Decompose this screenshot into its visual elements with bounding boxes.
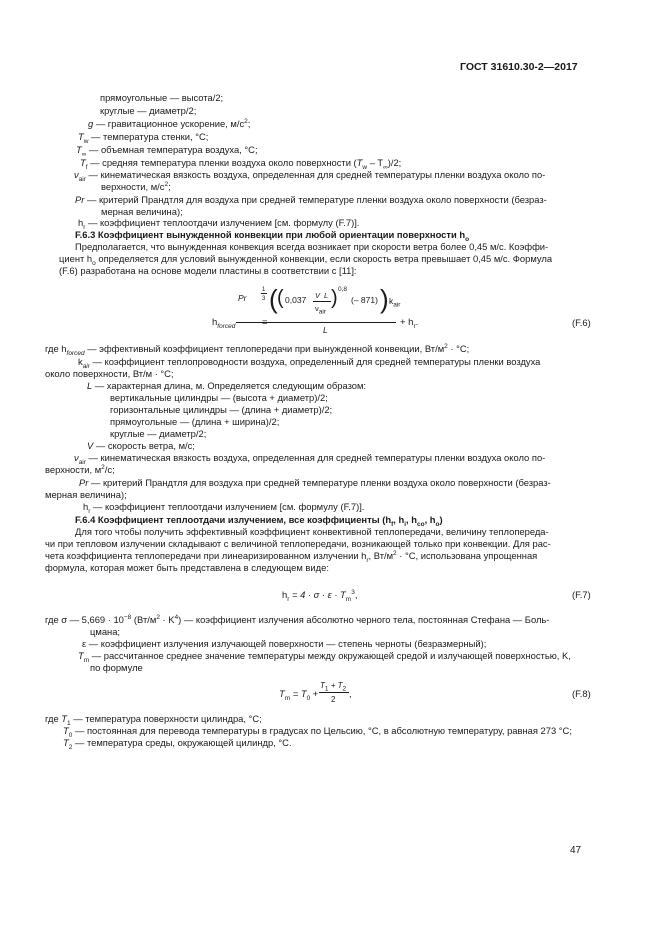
definition-tm-cont: по формуле — [90, 662, 143, 673]
definition-kair: $k_{air}$ — коэффициент теплопроводности воздуха, определенный для средней температуры пленки воздуха — [78, 356, 541, 370]
definition-tw: $T_w$ — температура стенки, °C; — [78, 131, 209, 145]
definition-hr: $h_r$ — коэффициент теплоотдачи излучением [см. формулу (F.7)]. — [78, 217, 360, 231]
list-item: круглые — диаметр/2; — [100, 105, 197, 116]
definition-t2: $T_2$ — температура среды, окружающей цилиндр, °C. — [63, 737, 292, 751]
definition-pr: Pr — критерий Прандтля для воздуха при средней температуре пленки воздуха около поверхности (безраз- — [75, 194, 547, 205]
definition-tm: $T_m$ — рассчитанное среднее значение температуры между окружающей средой и излучающей поверхностью, K, — [78, 650, 571, 664]
definition-t0: $T_0$ — постоянная для перевода температуры в градусах по Цельсию, °C, в абсолютную температуру, равная 273 °C; — [63, 725, 572, 739]
fraction-bar — [313, 301, 331, 302]
formula-f8-num: $T_1 + T_2$ — [320, 681, 347, 693]
big-paren-left: ( — [269, 284, 278, 314]
formula-plus: + $h_r$. — [400, 317, 419, 330]
definition-tf: $T_f$ — средняя температура пленки воздуха около поверхности $(T_w - T_\infty)/2$; — [80, 157, 402, 171]
definition-sigma: где σ — $5,669 \cdot 10^{-8}$ $(Вт/м^2 \cdot K^4)$ — коэффициент излучения абсолютно черного тела, постоянная Стефана — Боль- — [45, 613, 550, 625]
definition-epsilon: ε — коэффициент излучения излучающей поверхности — степень черноты (безразмерный); — [82, 638, 487, 649]
list-item: вертикальные цилиндры — (высота + диаметр)/2; — [110, 392, 328, 403]
definition-nu-cont: верхности, $м/с^2$; — [101, 180, 171, 192]
formula-label: (F.6) — [572, 317, 591, 328]
definition-pr-cont: мерная величина); — [101, 206, 183, 217]
formula-label: (F.7) — [572, 589, 591, 600]
formula-exp: 0,8 — [338, 286, 348, 293]
definition-sigma-cont: цмана; — [90, 626, 121, 637]
formula-pr-exp-num: 1 — [262, 287, 266, 293]
paragraph-line: чета коэффициента теплопередачи при линеаризированном излучении $h_r$, $Вт/м^2 \cdot ^\circ C$, использована упрощенная — [45, 549, 538, 564]
formula-lhs: $h_{forced}$ — [212, 317, 236, 330]
definition-nu-cont: верхности, $м^2/с$; — [45, 463, 115, 475]
definition-hforced: где $h_{forced}$ — эффективный коэффициент теплопередачи при вынужденной конвекции, $Вт/м^2 \cdot ^\circ C$; — [45, 342, 470, 357]
section-heading-f63: F.6.3 Коэффициент вынужденной конвекции при любой ориентации поверхности $h_o$ — [75, 229, 470, 243]
definition-pr: Pr — критерий Прандтля для воздуха при средней температуре пленки воздуха около поверхности (безраз- — [79, 477, 551, 488]
paragraph-line: чи при тепловом излучении складывают с величиной теплопередачи, возникающей только при конвекции. Для рас- — [45, 538, 551, 549]
fraction-bar — [319, 692, 349, 693]
formula-f8-den: 2 — [331, 695, 336, 704]
formula-minus: (– 871) — [351, 295, 378, 305]
paragraph-line: циент $h_o$ определяется для условий вынужденной конвекции, если скорость ветра превышает 0,45 м/с. Формула — [59, 253, 553, 267]
paragraph-line: формула, которая может быть представлена в следующем виде: — [45, 562, 329, 573]
formula-f7-body: $h_r = 4 \cdot \sigma \cdot \varepsilon \cdot T_m^3$, — [282, 588, 358, 603]
definition-pr-cont: мерная величина); — [45, 489, 127, 500]
formula-eq: = — [262, 317, 268, 328]
formula-v: V — [315, 291, 321, 300]
list-item: горизонтальные цилиндры — (длина + диаметр)/2; — [110, 404, 333, 415]
formula-k: $k_{air}$ — [389, 296, 401, 309]
definition-V: V — скорость ветра, м/с; — [87, 440, 195, 451]
big-paren-right: ) — [380, 284, 389, 314]
list-item: круглые — диаметр/2; — [110, 428, 207, 439]
formula-nu: $\nu_{air}$ — [315, 304, 326, 316]
formula-f8-lhs: $T_m = T_0$ + — [279, 688, 319, 702]
list-item: прямоугольные — высота/2; — [100, 92, 224, 103]
standard-header: ГОСТ 31610.30-2—2017 — [460, 61, 578, 73]
formula-coef: 0,037 — [285, 295, 307, 305]
paragraph-line: (F.6) разработана на основе модели пластины в соответствии с [11]: — [59, 265, 357, 276]
inner-paren-left: ( — [277, 287, 284, 309]
formula-l: L — [324, 291, 329, 300]
formula-label: (F.8) — [572, 688, 591, 699]
formula-f8-end: , — [349, 688, 352, 699]
definition-hr: $h_r$ — коэффициент теплоотдачи излучением [см. формулу (F.7)]. — [83, 501, 365, 515]
list-item: прямоугольные — (длина + ширина)/2; — [110, 416, 280, 427]
page-number: 47 — [570, 845, 582, 856]
definition-L: L — характерная длина, м. Определяется следующим образом: — [87, 380, 367, 391]
paragraph-line: Для того чтобы получить эффективный коэффициент конвективной теплопередачи, величину теплопереда- — [75, 526, 549, 537]
section-heading-f64: F.6.4 Коэффициент теплоотдачи излучением, все коэффициенты ($h_f$, $h_i$, $h_{co}$, $h_o$) — [75, 514, 443, 528]
definition-nu: $\nu_{air}$ — кинематическая вязкость воздуха, определенная для средней температуры пленки воздуха около по- — [74, 452, 546, 466]
formula-pr: Pr — [238, 293, 247, 303]
formula-den: L — [323, 325, 328, 335]
definition-t1: где $T_1$ — температура поверхности цилиндра, °C; — [45, 713, 262, 727]
main-fraction-bar — [236, 322, 396, 323]
definition-g: g — гравитационное ускорение, $м/с^2$; — [88, 117, 251, 129]
formula-pr-exp-den: 3 — [262, 296, 266, 302]
definition-kair-cont: около поверхности, Вт/м · °C; — [45, 368, 174, 379]
inner-paren-right: ) — [331, 287, 338, 309]
paragraph-line: Предполагается, что вынужденная конвекция всегда возникает при скорости ветра более 0,45 м/с. Коэффи- — [75, 241, 549, 252]
definition-nu: $\nu_{air}$ — кинематическая вязкость воздуха, определенная для средней температуры пленки воздуха около по- — [74, 169, 546, 183]
definition-tinf: $T_\infty$ — объемная температура воздуха, °C; — [76, 144, 258, 158]
